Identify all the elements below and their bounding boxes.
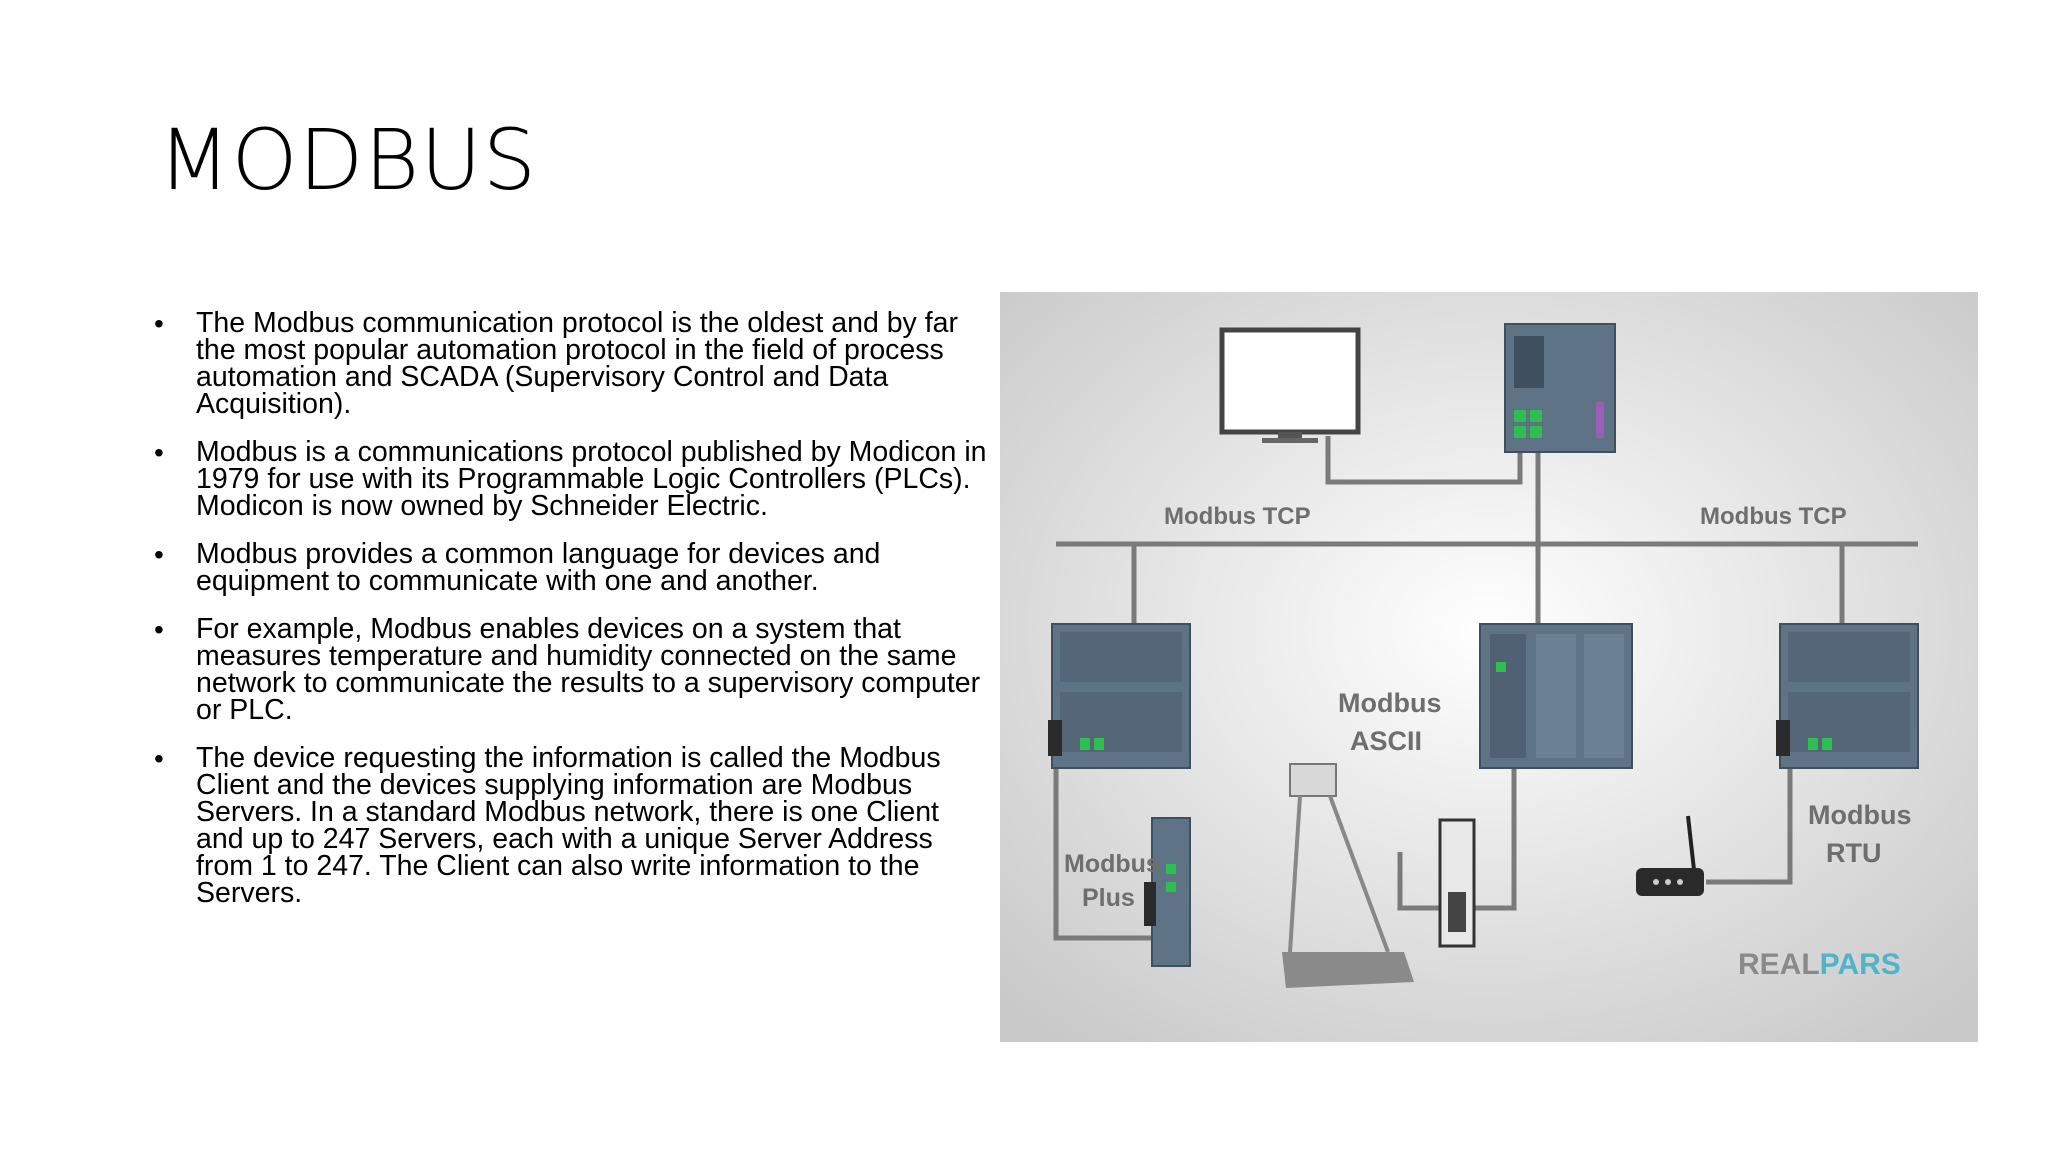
monitor-icon <box>1222 330 1358 443</box>
right-plc-icon <box>1776 624 1918 768</box>
logo-part-real: REAL <box>1738 948 1820 981</box>
ascii-gateway-icon <box>1440 820 1474 946</box>
bullet-item <box>150 436 990 522</box>
bullet-item <box>150 613 990 726</box>
label-rtu-line1: Modbus <box>1808 800 1912 830</box>
bullet-marker: • <box>154 437 164 468</box>
bullet-text: For example, Modbus enables devices on a system that measures temperature and humidity connected on the same network to communicate the results to a supervisory computer or PLC. <box>196 613 981 726</box>
label-plus-line1: Modbus <box>1064 850 1160 878</box>
bullet-text: The Modbus communication protocol is the oldest and by far the most popular automation protocol in the field of process automation and SCADA (Supervisory Control and Data Acquisition). <box>196 307 958 420</box>
label-rtu-line2: RTU <box>1826 838 1882 868</box>
label-tcp-right: Modbus TCP <box>1700 503 1847 530</box>
center-plc-icon <box>1480 624 1632 768</box>
bullet-text: Modbus is a communications protocol published by Modicon in 1979 for use with its Programmable Logic Controllers (PLCs). Modicon is now owned by Schneider Electric. <box>196 436 987 522</box>
bullet-text: The device requesting the information is called the Modbus Client and the devices supplying information are Modbus Servers. In a standard Modbus network, there is one Client and up to 247 Servers, each with a unique Server Address from 1 to 247. The Client can also write information to the Servers. <box>196 742 941 909</box>
modbus-network-diagram <box>1000 292 1978 1042</box>
bullet-item <box>150 742 990 909</box>
bullet-marker: • <box>154 743 164 774</box>
bullet-item <box>150 538 990 597</box>
master-plc-icon <box>1505 324 1615 452</box>
bullet-marker: • <box>154 614 164 645</box>
bullet-item <box>150 307 990 420</box>
slide-title: MODBUS <box>158 111 538 209</box>
realpars-logo <box>1738 948 1901 981</box>
label-ascii-line2: ASCII <box>1350 726 1423 756</box>
label-ascii-line1: Modbus <box>1338 688 1442 718</box>
bullet-text: Modbus provides a common language for devices and equipment to communicate with one and another. <box>196 538 881 597</box>
label-plus-line2: Plus <box>1082 884 1135 912</box>
bullet-marker: • <box>154 308 164 339</box>
label-tcp-left: Modbus TCP <box>1164 503 1311 530</box>
bullet-marker: • <box>154 539 164 570</box>
left-plc-icon <box>1048 624 1190 768</box>
logo-part-pars: PARS <box>1819 948 1901 981</box>
bullet-list <box>150 307 990 928</box>
diagram-svg <box>1000 292 1978 1042</box>
